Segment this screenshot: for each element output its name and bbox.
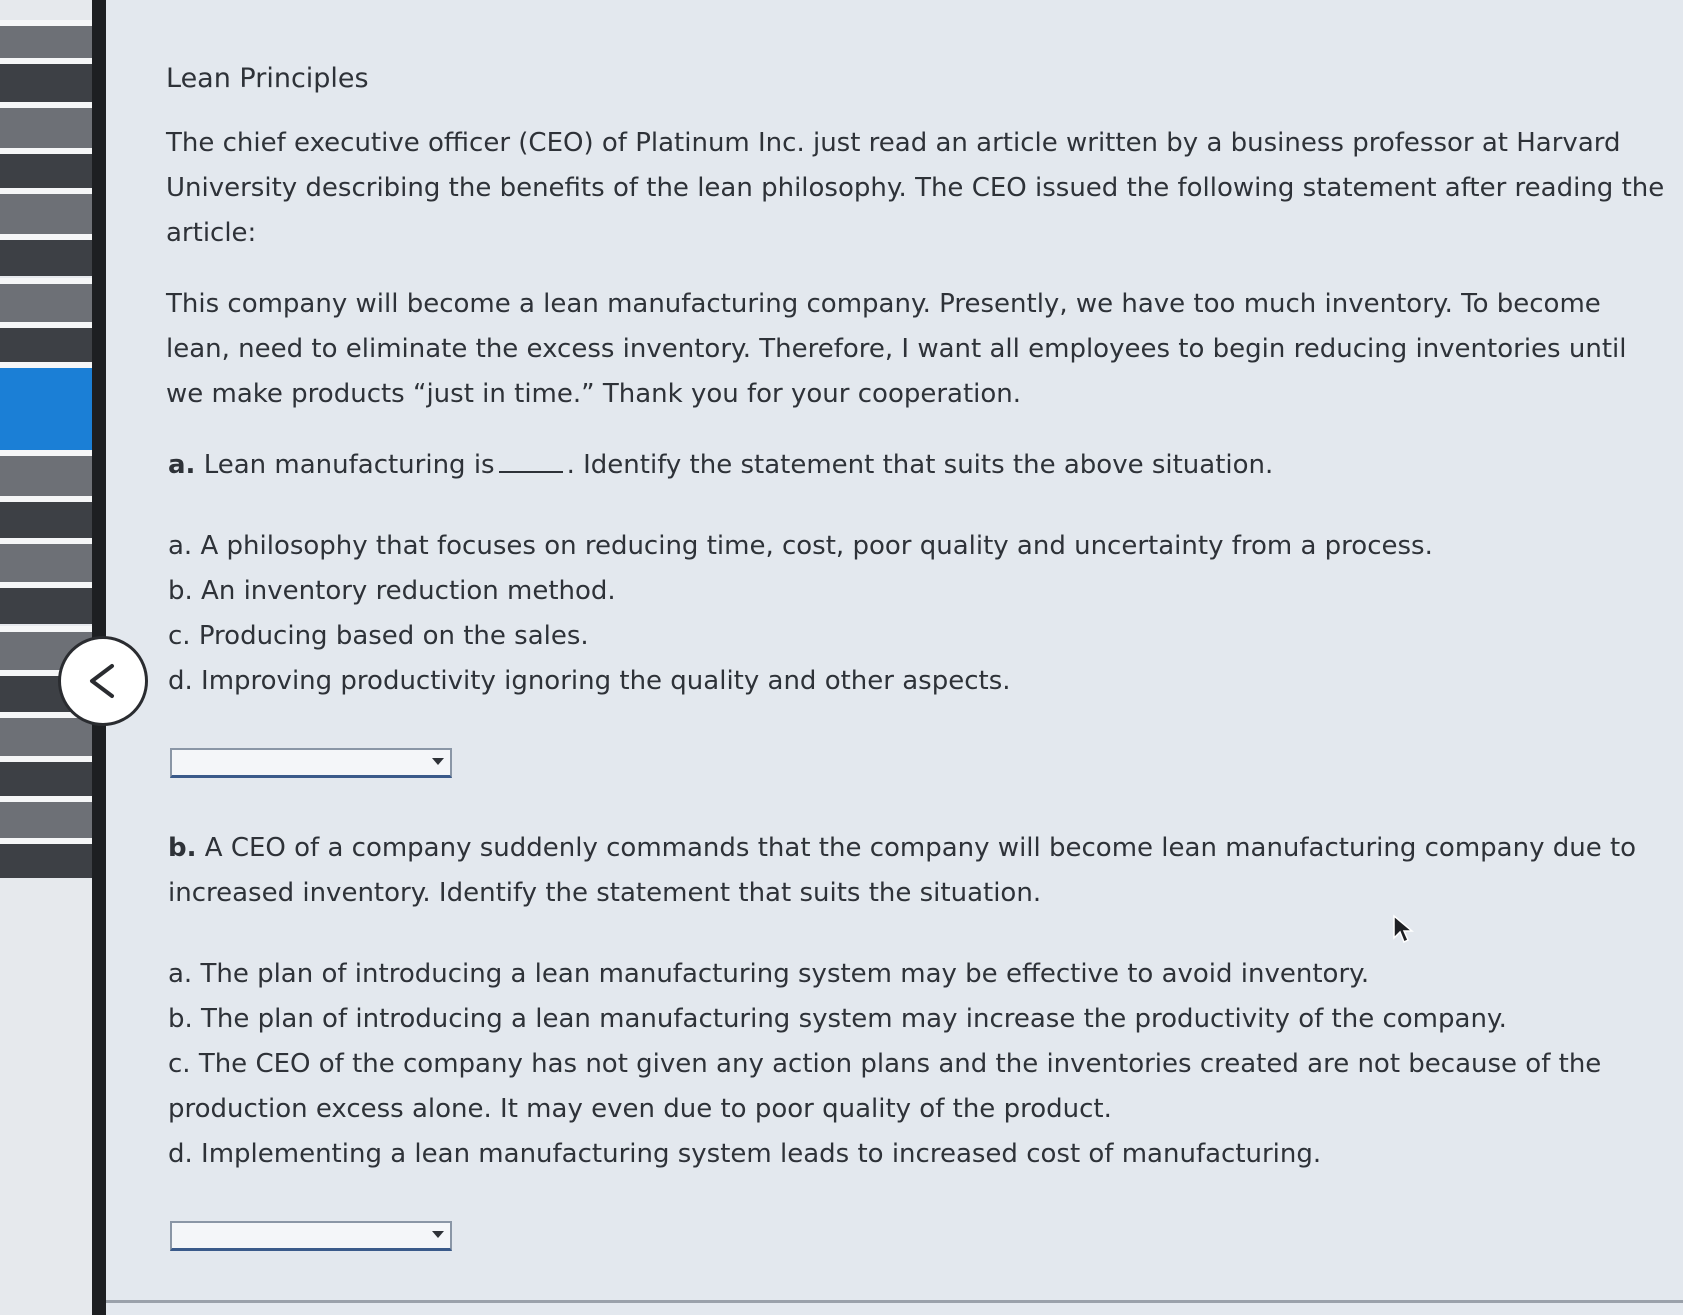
sidebar-tab[interactable] bbox=[0, 102, 92, 150]
option-item: a. The plan of introducing a lean manufacturing system may be effective to avoid inventory. bbox=[168, 959, 1370, 989]
back-button[interactable] bbox=[58, 636, 148, 726]
question-b-letter: b. bbox=[168, 833, 197, 863]
option-item: c. Producing based on the sales. bbox=[168, 621, 589, 651]
sidebar-tab[interactable] bbox=[0, 188, 92, 236]
question-content bbox=[160, 56, 1670, 1251]
option-item: b. The plan of introducing a lean manufacturing system may increase the productivity of the company. bbox=[168, 1004, 1507, 1034]
sidebar-tab[interactable] bbox=[0, 278, 92, 324]
sidebar-tab-active[interactable] bbox=[0, 362, 92, 450]
caret-down-icon bbox=[432, 1231, 444, 1238]
sidebar-tab[interactable] bbox=[0, 838, 92, 878]
mouse-pointer-icon bbox=[1392, 914, 1414, 944]
sidebar-tab[interactable] bbox=[0, 582, 92, 624]
ceo-statement: This company will become a lean manufacturing company. Presently, we have too much inventory. To become lean, need to eliminate the excess inventory. Therefore, I want all employees to begin reducing inventories until we make products “just in time.” Thank you for your cooperation. bbox=[166, 289, 1627, 409]
bottom-divider bbox=[106, 1300, 1683, 1303]
option-item: b. An inventory reduction method. bbox=[168, 576, 616, 606]
question-a-options bbox=[168, 524, 1670, 704]
sidebar-tab[interactable] bbox=[0, 58, 92, 104]
option-item: c. The CEO of the company has not given any action plans and the inventories created are not because of the production excess alone. It may even due to poor quality of the product. bbox=[168, 1049, 1602, 1124]
intro-paragraph: The chief executive officer (CEO) of Platinum Inc. just read an article written by a business professor at Harvard University describing the benefits of the lean philosophy. The CEO issued the following statement after reading the article: bbox=[166, 128, 1665, 248]
option-item: d. Improving productivity ignoring the quality and other aspects. bbox=[168, 666, 1011, 696]
option-item: a. A philosophy that focuses on reducing time, cost, poor quality and uncertainty from a process. bbox=[168, 531, 1433, 561]
question-b-dropdown[interactable] bbox=[170, 1221, 452, 1251]
sidebar-tab[interactable] bbox=[0, 496, 92, 538]
question-a-text-before: Lean manufacturing is bbox=[203, 450, 495, 480]
sidebar-tab[interactable] bbox=[0, 450, 92, 498]
caret-down-icon bbox=[432, 758, 444, 765]
question-b-text: A CEO of a company suddenly commands that the company will become lean manufacturing company due to increased inventory. Identify the statement that suits the situation. bbox=[168, 833, 1637, 908]
sidebar-tab[interactable] bbox=[0, 148, 92, 190]
question-a-letter: a. bbox=[168, 450, 196, 480]
sidebar-tab[interactable] bbox=[0, 756, 92, 796]
question-a-dropdown[interactable] bbox=[170, 748, 452, 778]
answer-blank bbox=[499, 447, 563, 473]
sidebar-tab[interactable] bbox=[0, 796, 92, 840]
sidebar-tab[interactable] bbox=[0, 322, 92, 362]
chevron-left-icon bbox=[82, 660, 124, 702]
question-b-options bbox=[168, 952, 1670, 1177]
sidebar-tab[interactable] bbox=[0, 234, 92, 276]
sidebar-tab[interactable] bbox=[0, 20, 92, 60]
question-b bbox=[168, 826, 1670, 916]
sidebar-tab[interactable] bbox=[0, 538, 92, 584]
question-a bbox=[168, 443, 1670, 488]
question-a-text-after: . Identify the statement that suits the above situation. bbox=[566, 450, 1274, 480]
page-title: Lean Principles bbox=[166, 63, 369, 94]
option-item: d. Implementing a lean manufacturing system leads to increased cost of manufacturing. bbox=[168, 1139, 1322, 1169]
